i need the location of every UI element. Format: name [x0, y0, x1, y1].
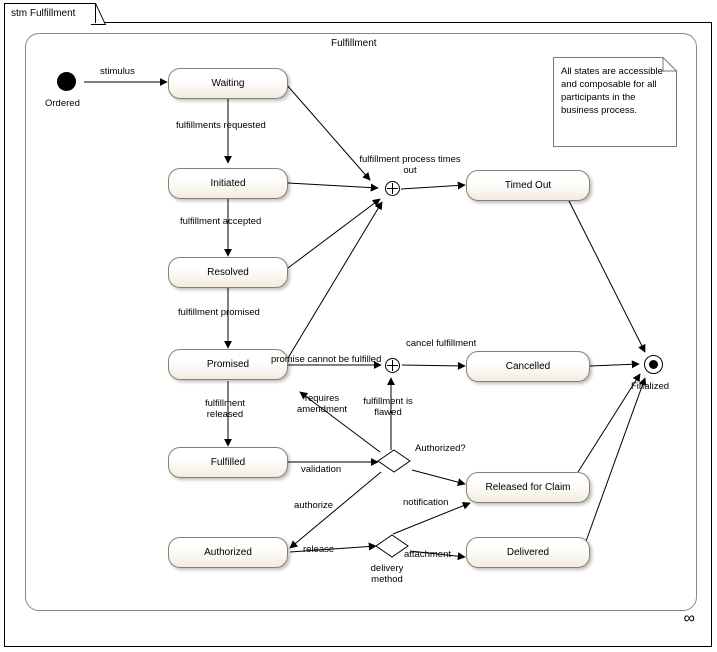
decision-authorized	[377, 449, 411, 473]
state-delivered[interactable]	[466, 537, 590, 568]
initial-node	[57, 72, 76, 91]
state-promised-label: Promised	[206, 359, 250, 370]
state-cancelled-label: Cancelled	[505, 361, 551, 372]
label-cancel-fulfillment: cancel fulfillment	[406, 338, 477, 349]
state-fulfilled[interactable]	[168, 447, 288, 478]
label-fulfillments-requested: fulfillments requested	[176, 120, 266, 131]
state-fulfilled-label: Fulfilled	[210, 457, 246, 468]
label-fulfillment-is-flawed: fulfillment is flawed	[363, 396, 413, 418]
final-node-label: Finalized	[631, 381, 670, 392]
state-initiated[interactable]	[168, 168, 288, 199]
state-resolved-label: Resolved	[207, 267, 249, 278]
state-cancelled[interactable]	[466, 351, 590, 382]
region-title: Fulfillment	[331, 38, 377, 49]
state-waiting[interactable]	[168, 68, 288, 99]
state-timed-out[interactable]	[466, 170, 590, 201]
state-released-for-claim-label: Released for Claim	[485, 482, 571, 493]
state-authorized[interactable]	[168, 537, 288, 568]
state-waiting-label: Waiting	[211, 78, 245, 89]
diagram-note-text: All states are accessible and composable for all participants in the business process.	[561, 66, 663, 116]
label-attachment: attachment	[404, 549, 451, 560]
label-stimulus: stimulus	[100, 66, 135, 77]
state-released-for-claim[interactable]	[466, 472, 590, 503]
state-resolved[interactable]	[168, 257, 288, 288]
label-fulfillment-accepted: fulfillment accepted	[180, 216, 262, 227]
cancel-junction	[385, 358, 400, 373]
state-authorized-label: Authorized	[204, 547, 252, 558]
label-delivery-method: delivery method	[370, 563, 404, 585]
state-timed-out-label: Timed Out	[504, 180, 552, 191]
label-requires-amendment: requires amendment	[296, 393, 348, 415]
diagram-note	[553, 57, 677, 147]
label-notification: notification	[403, 497, 449, 508]
label-release: release	[303, 544, 335, 555]
label-validation: validation	[301, 464, 342, 475]
label-authorize: authorize	[294, 500, 334, 511]
label-fulfillment-promised: fulfillment promised	[178, 307, 260, 318]
label-promise-cannot-be-fulfilled: promise cannot be fulfilled	[271, 354, 382, 365]
initial-node-label: Ordered	[45, 98, 80, 109]
resize-handle-icon[interactable]: ∞	[683, 610, 695, 627]
label-timeout: fulfillment process times out	[359, 154, 461, 176]
label-fulfillment-released: fulfillment released	[204, 398, 246, 420]
timeout-junction	[385, 181, 400, 196]
final-node	[644, 355, 663, 374]
diagram-tab-label: stm Fulfillment	[11, 8, 76, 19]
state-initiated-label: Initiated	[210, 178, 246, 189]
state-delivered-label: Delivered	[506, 547, 550, 558]
state-promised[interactable]	[168, 349, 288, 380]
diagram-tab	[4, 3, 96, 23]
decision-authorized-label: Authorized?	[415, 443, 466, 454]
